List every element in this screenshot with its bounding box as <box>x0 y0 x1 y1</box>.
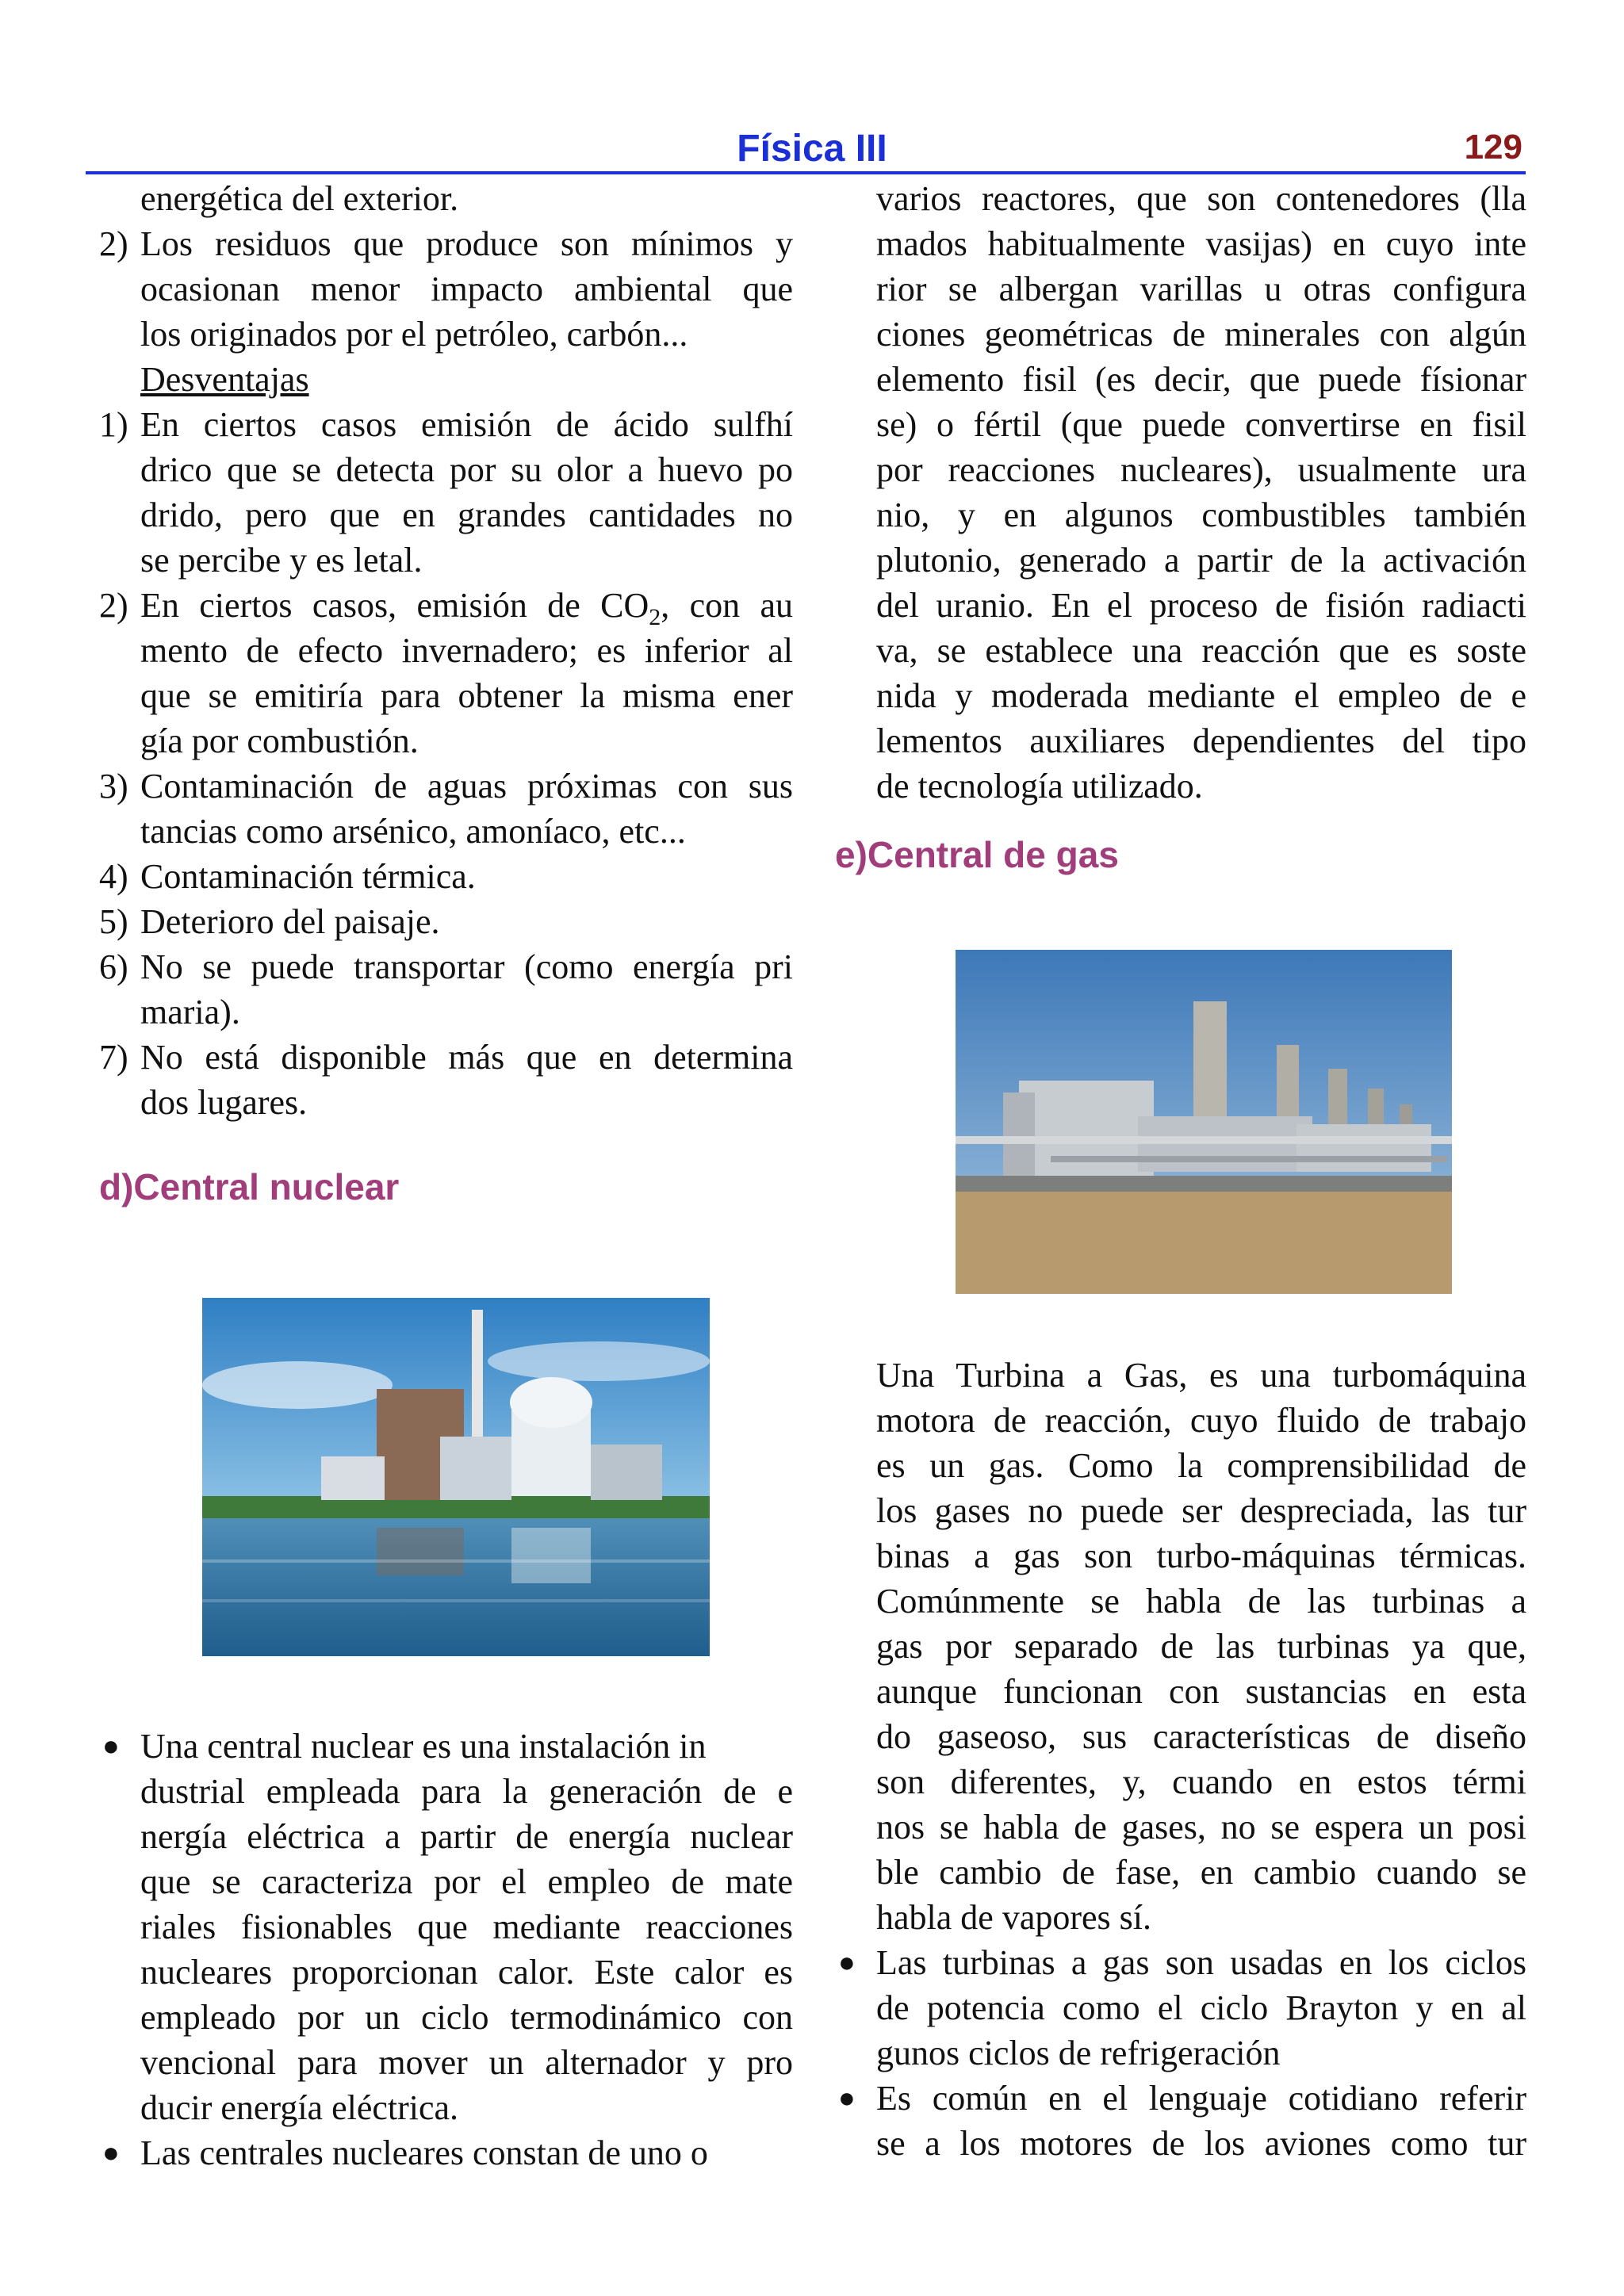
advantage-item-2 <box>99 221 793 357</box>
text-line: que se caracteriza por el empleo de mate <box>140 1862 793 1901</box>
text-line: varios reactores, que son contenedores (lla <box>876 179 1526 218</box>
text-line: nida y moderada mediante el empleo de e <box>876 676 1526 715</box>
text-line: Una Turbina a Gas, es una turbomáquina <box>876 1356 1526 1395</box>
text-line: mento de efecto invernadero; es inferior al <box>140 631 793 670</box>
text-line: Contaminación de aguas próximas con sus <box>140 767 793 806</box>
disadvantage-item-5 <box>99 899 793 944</box>
gas-text <box>838 1353 1526 2166</box>
text-line: lementos auxiliares dependientes del tipo <box>876 721 1526 760</box>
text-line: habla de vapores sí. <box>876 1898 1151 1937</box>
text-line: drido, pero que en grandes cantidades no <box>140 496 793 534</box>
text-line: motora de reacción, cuyo fluido de trabajo <box>876 1401 1526 1440</box>
text-line: de potencia como el ciclo Brayton y en al <box>876 1988 1526 2027</box>
gas-plant-photo <box>956 950 1452 1294</box>
text-line: binas a gas son turbo-máquinas térmicas. <box>876 1536 1526 1575</box>
text-line: los gases no puede ser despreciada, las tur <box>876 1491 1526 1530</box>
nuclear-plant-photo <box>202 1298 710 1656</box>
text-line: gas por separado de las turbinas ya que, <box>876 1627 1526 1666</box>
text-line: se) o fértil (que puede convertirse en fisil <box>876 405 1526 444</box>
section-heading-nuclear <box>99 1163 793 1211</box>
text-line: Es común en el lenguaje cotidiano referir <box>876 2079 1526 2118</box>
section-title: Central de gas <box>867 834 1119 875</box>
bullet-dot: ● <box>838 2082 856 2114</box>
text-line: Los residuos que produce son mínimos y <box>140 224 793 263</box>
text-line: No está disponible más que en determina <box>140 1038 793 1077</box>
text-line: tancias como arsénico, amoníaco, etc... <box>140 812 686 851</box>
text-segment: , con au <box>661 586 793 625</box>
text-line: Las turbinas a gas son usadas en los ciclos <box>876 1943 1526 1982</box>
text-line: No se puede transportar (como energía pri <box>140 947 793 986</box>
text-line: drico que se detecta por su olor a huevo po <box>140 450 793 489</box>
text-line <box>140 583 793 628</box>
text-line: Comúnmente se habla de las turbinas a <box>876 1582 1526 1621</box>
nuclear-bullets <box>99 1724 793 2175</box>
text-line: vencional para mover un alternador y pro <box>140 2043 793 2082</box>
text-line: Deterioro del paisaje. <box>140 902 440 941</box>
text-line: plutonio, generado a partir de la activación <box>876 541 1526 580</box>
text-line: va, se establece una reacción que es soste <box>876 631 1526 670</box>
text-line: ciones geométricas de minerales con algún <box>876 315 1526 354</box>
item-number: 6) <box>99 947 128 986</box>
disadvantage-item-2 <box>99 583 793 763</box>
desventajas-label: Desventajas <box>140 360 309 399</box>
disadvantage-item-4 <box>99 854 793 899</box>
item-number: 2) <box>99 224 128 263</box>
text-line: do gaseoso, sus características de diseño <box>876 1717 1526 1756</box>
bullet-dot: ● <box>102 1730 120 1762</box>
item-number: 2) <box>99 586 128 625</box>
left-column <box>99 176 793 1211</box>
disadvantage-item-6 <box>99 944 793 1035</box>
text-line: riales fisionables que mediante reacciones <box>140 1908 793 1946</box>
text-line: Contaminación térmica. <box>140 857 476 896</box>
bullet-dot: ● <box>838 1946 856 1978</box>
section-letter: d) <box>99 1166 134 1207</box>
item-number: 3) <box>99 767 128 806</box>
item-number: 7) <box>99 1038 128 1077</box>
desventajas-heading <box>99 357 793 402</box>
text-line: gunos ciclos de refrigeración <box>876 2034 1281 2072</box>
text-line: maria). <box>140 993 240 1031</box>
text-line: del uranio. En el proceso de fisión radiacti <box>876 586 1526 625</box>
subscript: 2 <box>649 603 661 630</box>
text-line: dustrial empleada para la generación de e <box>140 1772 793 1811</box>
text-line: por reacciones nucleares), usualmente ura <box>876 450 1526 489</box>
text-line: aunque funcionan con sustancias en esta <box>876 1672 1526 1711</box>
bullet-dot: ● <box>102 2137 120 2168</box>
text-line: Una central nuclear es una instalación in <box>140 1727 707 1766</box>
section-letter: e) <box>835 834 868 875</box>
text-line: rior se albergan varillas u otras configura <box>876 270 1526 308</box>
section-heading-gas <box>835 831 1526 878</box>
text-line: Las centrales nucleares constan de uno o <box>140 2133 708 2172</box>
text-line: En ciertos casos emisión de ácido sulfhí <box>140 405 793 444</box>
text-line: gía por combustión. <box>140 721 419 760</box>
item-number: 5) <box>99 902 128 941</box>
bullet-brayton <box>835 1940 1526 2076</box>
text-line: mados habitualmente vasijas) en cuyo inte <box>876 224 1526 263</box>
text-line: de tecnología utilizado. <box>876 767 1203 806</box>
text-line: los originados por el petróleo, carbón... <box>140 315 688 354</box>
text-segment: En ciertos casos, emisión de CO <box>140 586 649 625</box>
disadvantage-item-3 <box>99 763 793 854</box>
item-number: 4) <box>99 857 128 896</box>
text-line: empleado por un ciclo termodinámico con <box>140 1998 793 2037</box>
section-title: Central nuclear <box>133 1166 400 1207</box>
text-line: se a los motores de los aviones como tur <box>876 2124 1526 2163</box>
item-number: 1) <box>99 405 128 444</box>
text-line: ducir energía eléctrica. <box>140 2088 459 2127</box>
text-line: nucleares proporcionan calor. Este calor es <box>140 1953 793 1992</box>
header-title: Física III <box>737 128 887 170</box>
bullet-nuclear-definition <box>99 1724 793 2130</box>
text-line: que se emitiría para obtener la misma ener <box>140 676 793 715</box>
disadvantage-item-1 <box>99 402 793 583</box>
text-line: es un gas. Como la comprensibilidad de <box>876 1446 1526 1485</box>
text-line: dos lugares. <box>140 1083 308 1122</box>
disadvantage-item-7 <box>99 1035 793 1125</box>
text-line: son diferentes, y, cuando en estos térmi <box>876 1762 1526 1801</box>
intro-line: energética del exterior. <box>140 179 459 218</box>
text-line: ble cambio de fase, en cambio cuando se <box>876 1853 1526 1892</box>
text-line: nos se habla de gases, no se espera un posi <box>876 1808 1526 1846</box>
right-column <box>835 176 1526 878</box>
text-line: elemento fisil (es decir, que puede físionar <box>876 360 1526 399</box>
text-line: se percibe y es letal. <box>140 541 423 580</box>
bullet-aviones <box>835 2076 1526 2166</box>
text-line: nio, y en algunos combustibles también <box>876 496 1526 534</box>
text-line: nergía eléctrica a partir de energía nuclear <box>140 1817 793 1856</box>
header-rule <box>86 171 1526 174</box>
text-line: ocasionan menor impacto ambiental que <box>140 270 793 308</box>
bullet-nuclear-constan <box>99 2130 793 2175</box>
page-number: 129 <box>1464 128 1522 166</box>
